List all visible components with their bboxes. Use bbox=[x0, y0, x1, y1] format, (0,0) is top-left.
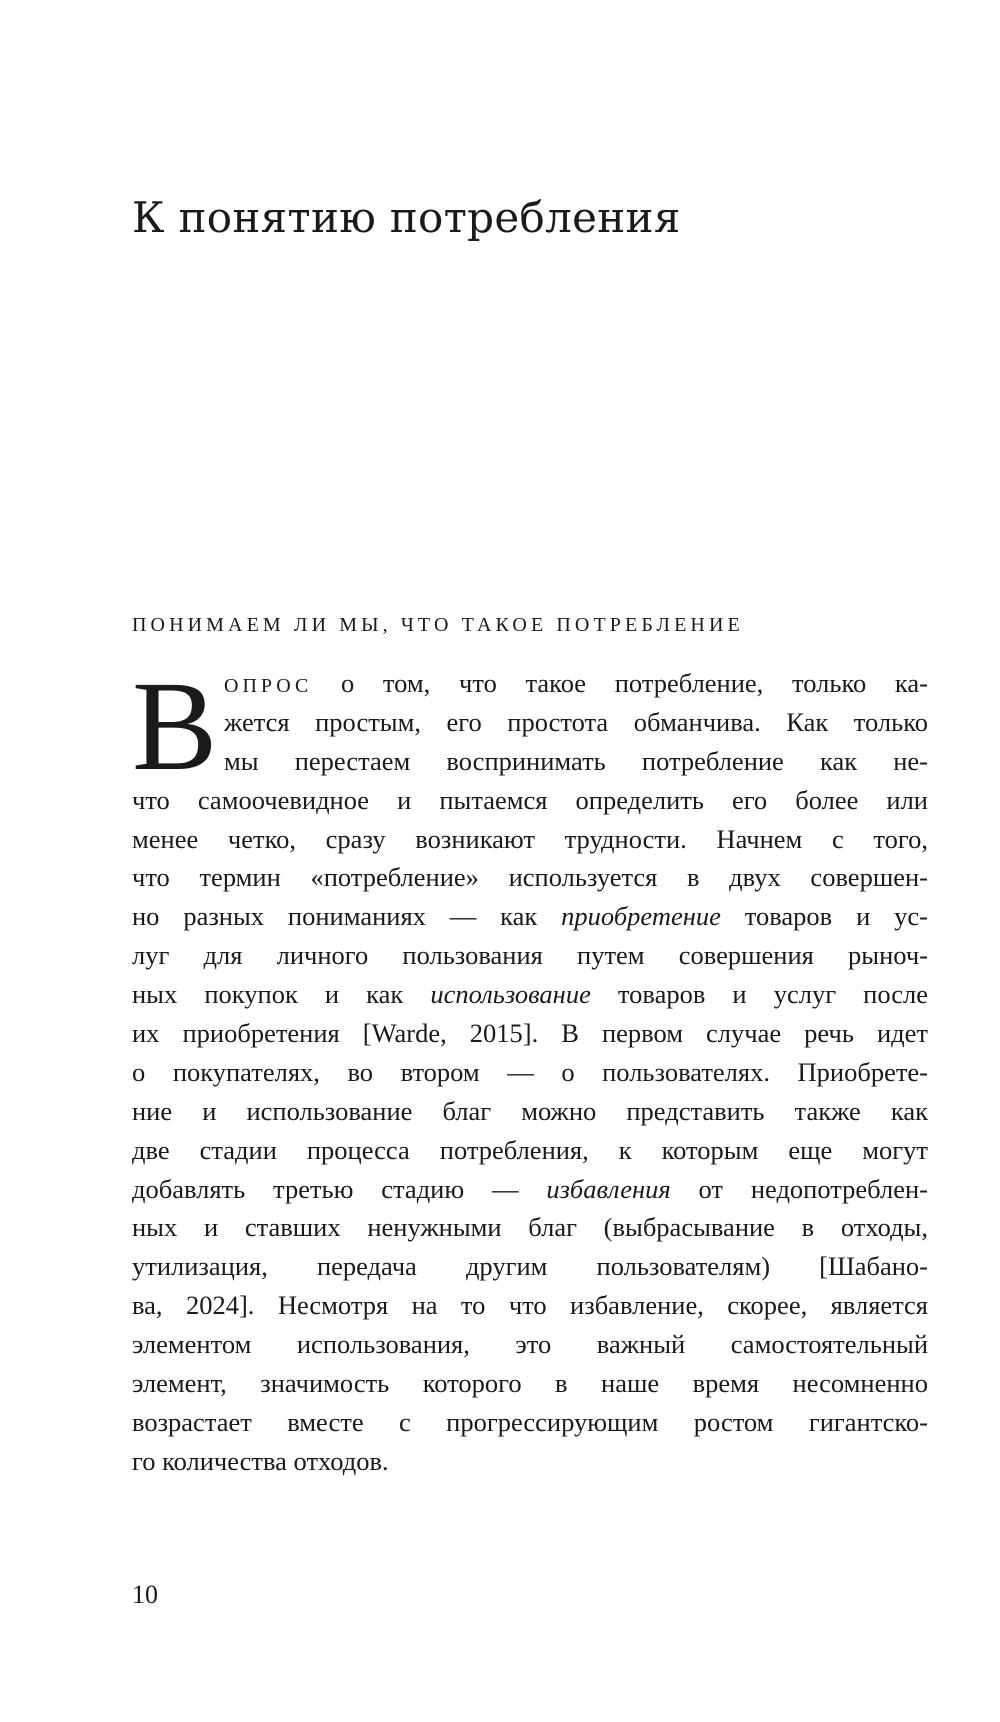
text-line bbox=[132, 1053, 928, 1092]
text-line bbox=[132, 1208, 928, 1247]
text-line bbox=[132, 858, 928, 897]
emphasized-term: избавления bbox=[546, 1173, 671, 1204]
text-segment: го количества отходов. bbox=[132, 1445, 389, 1476]
text-line bbox=[132, 1247, 928, 1286]
text-line bbox=[132, 1092, 928, 1131]
text-segment: что самоочевидное и пытаемся определить его более или bbox=[132, 784, 928, 815]
text-line bbox=[132, 1442, 928, 1481]
text-line bbox=[132, 820, 928, 859]
text-segment: жется простым, его простота обманчива. Как только bbox=[224, 706, 928, 737]
chapter-title: К понятию потребления bbox=[132, 193, 681, 242]
text-line bbox=[132, 781, 928, 820]
text-segment: о покупателях, во втором — о пользователях. Приобрете- bbox=[132, 1056, 928, 1087]
body-paragraph bbox=[132, 655, 928, 1481]
text-segment: но разных пониманиях — как bbox=[132, 901, 562, 932]
first-word-smallcaps: ОПРОС bbox=[224, 675, 313, 697]
text-segment: добавлять третью стадию — bbox=[132, 1173, 547, 1204]
page-number: 10 bbox=[132, 1580, 158, 1609]
emphasized-term: использование bbox=[430, 979, 591, 1010]
text-line bbox=[132, 1014, 928, 1053]
text-segment: две стадии процесса потребления, к которым еще могут bbox=[132, 1134, 928, 1165]
text-segment: луг для личного пользования путем совершения рыноч- bbox=[132, 940, 928, 971]
text-line bbox=[132, 1364, 928, 1403]
text-segment: что термин «потребление» используется в двух совершен- bbox=[132, 862, 928, 893]
text-segment: от недопотреблен- bbox=[670, 1173, 928, 1204]
text-segment: ных и ставших ненужными благ (выбрасывание в отходы, bbox=[132, 1212, 928, 1243]
text-segment: элемент, значимость которого в наше время несомненно bbox=[132, 1368, 928, 1399]
text-segment: элементом использования, это важный самостоятельный bbox=[132, 1329, 928, 1360]
text-line bbox=[132, 1403, 928, 1442]
text-segment: ние и использование благ можно представить также как bbox=[132, 1095, 928, 1126]
text-segment: ва, 2024]. Несмотря на то что избавление, скорее, является bbox=[132, 1290, 928, 1321]
text-segment: ных покупок и как bbox=[132, 979, 431, 1010]
text-line bbox=[224, 664, 928, 703]
text-segment: возрастает вместе с прогрессирующим ростом гигантско- bbox=[132, 1406, 928, 1437]
text-line bbox=[224, 703, 928, 742]
drop-cap: В bbox=[132, 655, 218, 797]
text-line bbox=[132, 1131, 928, 1170]
text-segment: товаров и ус- bbox=[720, 901, 928, 932]
text-line bbox=[132, 1286, 928, 1325]
text-line bbox=[132, 936, 928, 975]
text-segment: товаров и услуг после bbox=[590, 979, 928, 1010]
text-segment: утилизация, передача другим пользователям) [Шабано- bbox=[132, 1251, 928, 1282]
text-segment: менее четко, сразу возникают трудности. Начнем с того, bbox=[132, 823, 928, 854]
text-line bbox=[132, 1325, 928, 1364]
text-segment: их приобретения [Warde, 2015]. В первом случае речь идет bbox=[132, 1018, 928, 1049]
section-heading: ПОНИМАЕМ ЛИ МЫ, ЧТО ТАКОЕ ПОТРЕБЛЕНИЕ bbox=[132, 614, 744, 636]
text-line bbox=[132, 897, 928, 936]
text-line bbox=[224, 742, 928, 781]
text-line bbox=[132, 1170, 928, 1209]
emphasized-term: приобретение bbox=[561, 901, 721, 932]
text-segment: мы перестаем воспринимать потребление как не- bbox=[224, 745, 928, 776]
text-segment: о том, что такое потребление, только ка- bbox=[312, 668, 928, 698]
text-line bbox=[132, 975, 928, 1014]
